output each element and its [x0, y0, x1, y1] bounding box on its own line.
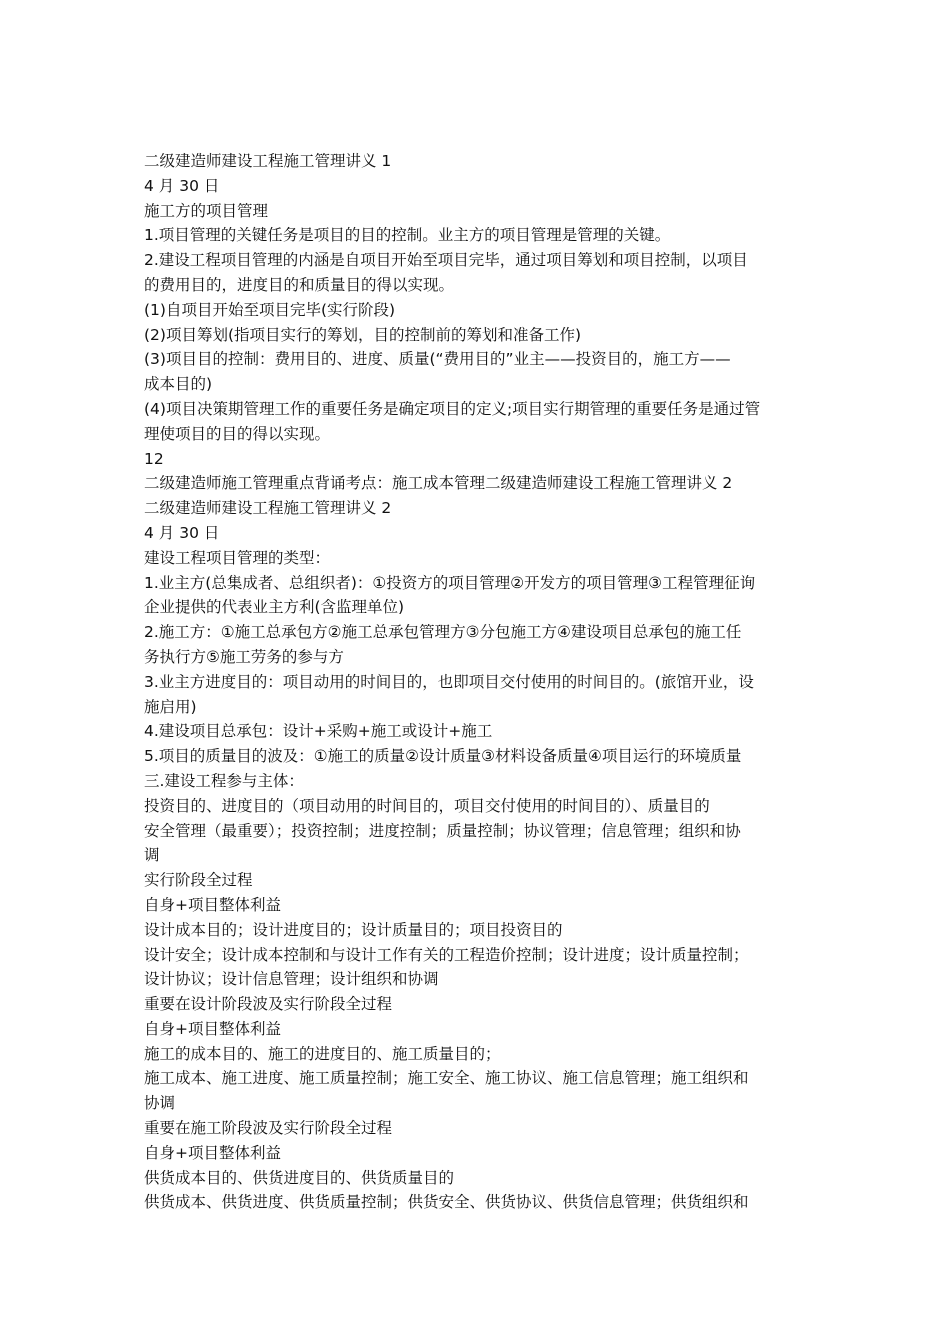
paragraph-line: 供货成本目的、供货进度目的、供货质量目的: [144, 1168, 455, 1187]
section-heading: 三.建设工程参与主体：: [144, 771, 304, 790]
section-heading: 施工方的项目管理: [144, 201, 269, 220]
doc-title-2: 二级建造师建设工程施工管理讲义 2: [144, 499, 392, 518]
paragraph-line: 设计安全；设计成本控制和与设计工作有关的工程造价控制；设计进度；设计质量控制；: [144, 945, 749, 964]
paragraph-line: 1.业主方(总集成者、总组织者)：①投资方的项目管理②开发方的项目管理③工程管理征询: [144, 573, 756, 592]
paragraph-line: 施启用): [144, 697, 197, 716]
paragraph-line: 设计协议；设计信息管理；设计组织和协调: [144, 970, 439, 989]
doc-date: 4 月 30 日: [144, 176, 220, 195]
paragraph-line: 1.项目管理的关键任务是项目的目的控制。业主方的项目管理是管理的关键。: [144, 226, 671, 245]
paragraph-line: 投资目的、进度目的（项目动用的时间目的，项目交付使用的时间目的）、质量目的: [144, 796, 710, 815]
paragraph-line: 供货成本、供货进度、供货质量控制；供货安全、供货协议、供货信息管理；供货组织和: [144, 1193, 749, 1212]
paragraph-line: 二级建造师施工管理重点背诵考点：施工成本管理二级建造师建设工程施工管理讲义 2: [144, 474, 733, 493]
paragraph-line: 的费用目的，进度目的和质量目的得以实现。: [144, 275, 455, 294]
page-number: 12: [144, 449, 164, 468]
paragraph-line: 施工的成本目的、施工的进度目的、施工质量目的；: [144, 1044, 501, 1063]
paragraph-line: (1)自项目开始至项目完毕(实行阶段): [144, 300, 396, 319]
paragraph-line: 重要在设计阶段波及实行阶段全过程: [144, 995, 393, 1014]
paragraph-line: 自身+项目整体利益: [144, 1019, 281, 1038]
paragraph-line: 重要在施工阶段波及实行阶段全过程: [144, 1119, 393, 1138]
paragraph-line: 理使项目的目的得以实现。: [144, 424, 331, 443]
paragraph-line: 安全管理（最重要）；投资控制；进度控制；质量控制；协议管理；信息管理；组织和协: [144, 821, 741, 840]
paragraph-line: 协调: [144, 1094, 176, 1113]
paragraph-line: 2.建设工程项目管理的内涵是自项目开始至项目完毕，通过项目筹划和项目控制，以项目: [144, 251, 748, 270]
paragraph-line: 企业提供的代表业主方利(含监理单位): [144, 598, 405, 617]
paragraph-line: (2)项目筹划(指项目实行的筹划，目的控制前的筹划和准备工作): [144, 325, 582, 344]
paragraph-line: (3)项目目的控制：费用目的、进度、质量(“费用目的”业主——投资目的，施工方——: [144, 350, 731, 369]
doc-title: 二级建造师建设工程施工管理讲义 1: [144, 152, 392, 170]
paragraph-line: 施工成本、施工进度、施工质量控制；施工安全、施工协议、施工信息管理；施工组织和: [144, 1069, 749, 1088]
paragraph-line: 务执行方⑤施工劳务的参与方: [144, 647, 344, 666]
paragraph-line: 5.项目的质量目的波及：①施工的质量②设计质量③材料设备质量④项目运行的环境质量: [144, 747, 742, 766]
paragraph-line: 调: [144, 846, 160, 865]
paragraph-line: 自身+项目整体利益: [144, 895, 281, 914]
paragraph-line: 设计成本目的；设计进度目的；设计质量目的；项目投资目的: [144, 920, 563, 939]
paragraph-line: 实行阶段全过程: [144, 871, 253, 890]
paragraph-line: 4.建设项目总承包：设计+采购+施工或设计+施工: [144, 722, 493, 741]
document-page: [144, 149, 810, 1215]
paragraph-line: 3.业主方进度目的：项目动用的时间目的，也即项目交付使用的时间目的。(旅馆开业，设: [144, 672, 754, 691]
section-heading: 建设工程项目管理的类型：: [144, 548, 331, 567]
paragraph-line: 自身+项目整体利益: [144, 1143, 281, 1162]
paragraph-line: 2.施工方：①施工总承包方②施工总承包管理方③分包施工方④建设项目总承包的施工任: [144, 623, 742, 642]
paragraph-line: (4)项目决策期管理工作的重要任务是确定项目的定义;项目实行期管理的重要任务是通过管: [144, 399, 761, 418]
paragraph-line: 成本目的): [144, 375, 213, 394]
doc-date-2: 4 月 30 日: [144, 523, 220, 542]
